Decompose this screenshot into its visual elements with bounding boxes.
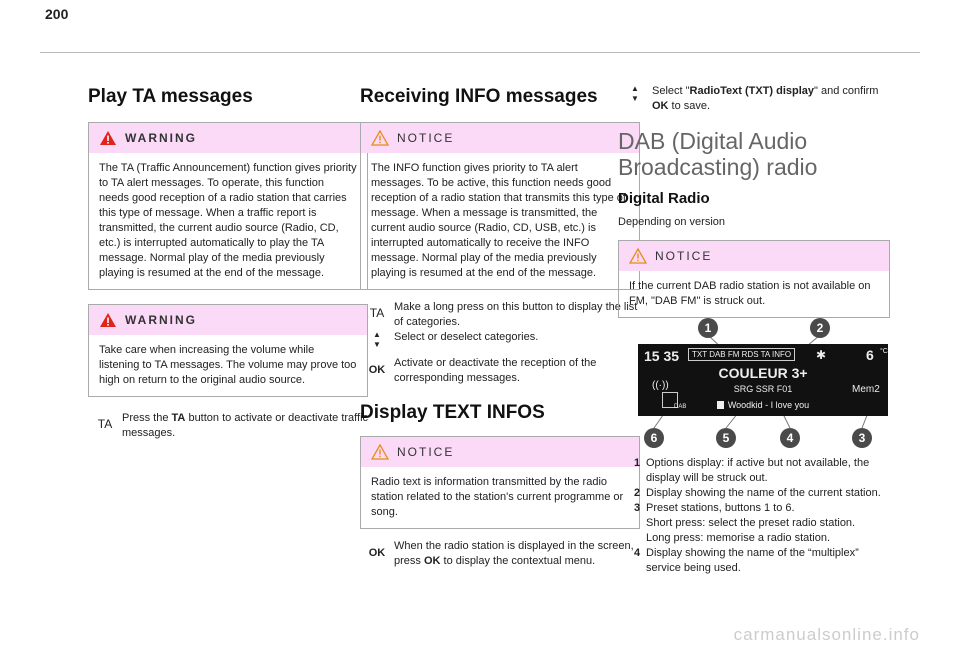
- section-title-dab: DAB (Digital Audio Broadcasting) radio: [618, 128, 818, 180]
- warning-icon: [99, 312, 117, 328]
- text-part: button to activate or deactivate traffic messages.: [122, 412, 369, 439]
- text-bold: RadioText (TXT) display: [689, 85, 815, 97]
- notice-box-2: [360, 436, 640, 529]
- notice-icon: [371, 444, 389, 460]
- ok-button-icon: OK: [368, 364, 386, 376]
- warning-text: Take care when increasing the volume while listening to TA messages. The volume may prove too high on return to the original audio source.: [99, 344, 357, 386]
- arrow-icons: [618, 84, 652, 104]
- notice-box-1: [360, 122, 640, 290]
- notice-box-dab: [618, 240, 890, 318]
- notice-header: [619, 241, 889, 271]
- notice-text: Radio text is information transmitted by the radio station related to the station's current programme or song.: [371, 476, 624, 518]
- notice-icon: [371, 130, 389, 146]
- list-text-main: Preset stations, buttons 1 to 6.: [646, 502, 795, 514]
- radiotext: Woodkid - I love you: [727, 400, 810, 410]
- warning-box-2: [88, 304, 368, 397]
- notice-header: [361, 437, 639, 467]
- callout-4: 4: [780, 428, 800, 448]
- callout-2: 2: [810, 318, 830, 338]
- text-bold: OK: [652, 100, 669, 112]
- radio-display: [638, 344, 888, 416]
- column-3: [618, 84, 890, 318]
- notice-header: [361, 123, 639, 153]
- station-name: COULEUR 3+: [718, 365, 808, 381]
- preset-number: 6: [866, 347, 874, 363]
- instruction-select-radiotext: [618, 84, 890, 114]
- options-flags: TXT DAB FM RDS TA INFO: [688, 348, 795, 361]
- depending-on-version: Depending on version: [618, 216, 726, 228]
- instruction-ok-menu: [360, 539, 640, 569]
- signal-icon: ((·)): [652, 380, 669, 391]
- up-arrow-icon: ▲: [373, 330, 381, 339]
- warning-icon: [99, 130, 117, 146]
- subtitle-digital-radio: Digital Radio: [618, 190, 710, 207]
- callout-6: 6: [644, 428, 664, 448]
- instruction-text: Select or deselect categories.: [394, 331, 539, 343]
- instruction-text: Make a long press on this button to display the list of categories.: [394, 301, 638, 328]
- warning-label: WARNING: [125, 313, 197, 327]
- list-number: 2: [634, 487, 641, 499]
- text-part: to display the contextual menu.: [440, 555, 596, 567]
- callout-1: 1: [698, 318, 718, 338]
- text-bold: TA: [171, 412, 186, 424]
- ok-button-icon: OK: [368, 547, 386, 559]
- instruction-arrows: [360, 330, 640, 350]
- instruction-ta-long-press: [360, 300, 640, 330]
- header-rule: [40, 52, 920, 53]
- ta-button-icon: TA: [369, 306, 385, 320]
- list-item: [634, 546, 890, 576]
- notice-icon: [629, 248, 647, 264]
- down-arrow-icon: ▼: [373, 340, 381, 349]
- instruction-text: [394, 539, 640, 569]
- text-part: " and confirm: [814, 85, 879, 97]
- notice-label: NOTICE: [397, 131, 455, 145]
- instruction-text: [652, 84, 890, 114]
- text-bold: OK: [423, 555, 441, 567]
- memory-label: Mem2: [852, 384, 880, 395]
- temperature-icon: °C: [880, 348, 888, 355]
- list-text: Options display: if active but not available, the display will be struck out.: [646, 457, 870, 484]
- warning-label: WARNING: [125, 131, 197, 145]
- section-title-info: Receiving INFO messages: [360, 86, 598, 107]
- ta-instruction: [88, 411, 368, 441]
- notice-text: The INFO function gives priority to TA alert messages. To be active, this function needs good reception of a radio station that transmits this type of message. When a message is transmitted, the current audio source (Radio, CD, USB, etc.) is interrupted automatically to receive the INFO message. Normal play of the media previously playing is resumed at the end of the message.: [371, 162, 626, 279]
- column-2: [360, 80, 640, 569]
- callout-5: 5: [716, 428, 736, 448]
- dab-screen-illustration: [630, 310, 890, 452]
- list-text-extra: Long press: memorise a radio station.: [646, 532, 831, 544]
- list-text: [646, 501, 855, 546]
- list-item: [634, 486, 890, 501]
- notice-text: If the current DAB radio station is not available on FM, "DAB FM" is struck out.: [629, 280, 871, 307]
- list-item: [634, 501, 890, 546]
- ta-instruction-text: [122, 411, 368, 441]
- page-number: 200: [45, 6, 69, 22]
- warning-header: [89, 305, 367, 335]
- radiotext-line: [638, 400, 888, 410]
- document-icon: [717, 401, 724, 409]
- list-number: 1: [634, 457, 641, 469]
- dab-label: DAB: [674, 404, 687, 410]
- watermark: carmanualsonline.info: [733, 625, 920, 644]
- list-item: [634, 456, 890, 486]
- text-part: to save.: [668, 100, 711, 112]
- multiplex-name: SRG SSR F01: [733, 384, 793, 394]
- notice-label: NOTICE: [655, 249, 713, 263]
- list-text: Display showing the name of the current station.: [646, 487, 881, 499]
- bluetooth-icon: ✱: [816, 348, 827, 362]
- section-title-play-ta: Play TA messages: [88, 86, 253, 107]
- arrow-icons: [360, 330, 394, 350]
- warning-header: [89, 123, 367, 153]
- ta-button-icon: TA: [97, 417, 113, 431]
- list-number: 3: [634, 502, 641, 514]
- legend-list: [634, 456, 890, 576]
- instruction-ok: [360, 356, 640, 386]
- text-part: When the radio station is displayed in the screen, press: [394, 540, 634, 567]
- list-text: Display showing the name of the “multiplex” service being used.: [646, 547, 859, 574]
- warning-text: The TA (Traffic Announcement) function gives priority to TA alert messages. To operate, this function needs good reception of a radio station that carries this type of message. When a traffic report is transmitted, the current audio source (Radio, CD, etc.) is interrupted automatically to play the TA message. Normal play of the media previously playing is resumed at the end of the message.: [99, 162, 357, 279]
- text-part: Press the: [122, 412, 172, 424]
- list-number: 4: [634, 547, 641, 559]
- down-arrow-icon: ▼: [631, 94, 639, 103]
- section-title-text-infos: Display TEXT INFOS: [360, 402, 545, 423]
- notice-label: NOTICE: [397, 445, 455, 459]
- warning-box-1: [88, 122, 368, 290]
- instruction-text: Activate or deactivate the reception of the corresponding messages.: [394, 357, 597, 384]
- list-text-extra: Short press: select the preset radio station.: [646, 517, 856, 529]
- callout-3: 3: [852, 428, 872, 448]
- clock-time: 15 35: [644, 348, 680, 364]
- text-part: Select ": [652, 85, 690, 97]
- up-arrow-icon: ▲: [631, 84, 639, 93]
- column-1: [88, 80, 368, 441]
